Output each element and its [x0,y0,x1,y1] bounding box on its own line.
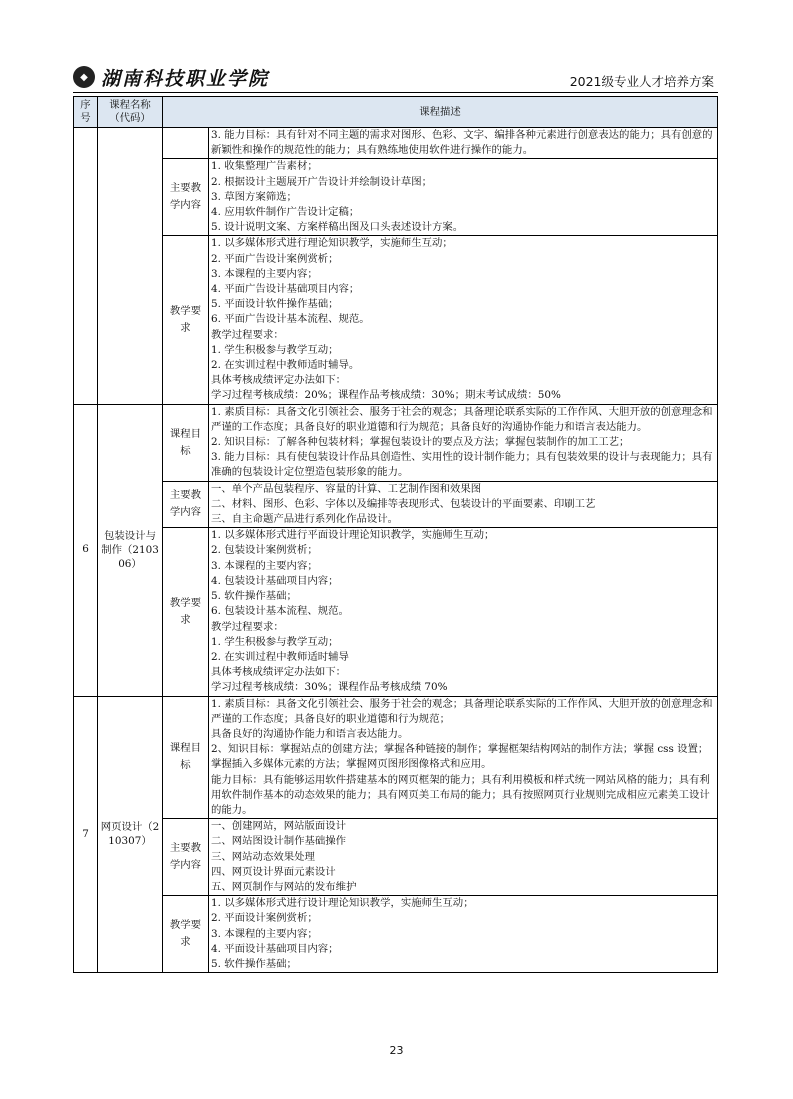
description-line: 具体考核成绩评定办法如下： [211,374,347,387]
description-line: 4. 包装设计基础项目内容； [211,574,339,587]
description-line: 三、网站动态效果处理 [211,850,315,863]
table-row [74,404,718,481]
document-title: 2021级专业人才培养方案 [569,74,714,89]
table-row [74,159,718,236]
description-line: 4. 应用软件制作广告设计定稿； [211,206,360,219]
description-line: 三、自主命题产品进行系列化作品设计。 [211,513,399,526]
description-line: 具体考核成绩评定办法如下： [211,666,347,679]
header-seq: 序号 [74,97,98,128]
description-line: 2. 根据设计主题展开广告设计并绘制设计草图； [211,175,433,188]
header-course: 课程名称（代码） [98,97,163,128]
description-line: 1. 素质目标：具备文化引领社会、服务于社会的观念；具备理论联系实际的工作作风、大胆开放的创意理念和严谨的工作态度；具备良好的职业道德和行为规范；具备良好的沟通协作能力和语言表达能力。 [211,405,713,433]
description-line: 4. 平面广告设计基础项目内容； [211,283,360,296]
description-line: 5. 软件操作基础； [211,590,297,603]
description-line: 2. 包装设计案例赏析； [211,544,318,557]
section-label: 主要教学内容 [163,481,209,528]
section-description [209,404,718,481]
description-line: 4. 平面设计基础项目内容； [211,942,339,955]
page-header [73,62,718,92]
description-line: 1. 学生积极参与教学互动； [211,635,339,648]
table-row [74,236,718,404]
section-label: 主要教学内容 [163,819,209,896]
description-line: 1. 以多媒体形式进行设计理论知识教学，实施师生互动； [211,897,474,910]
description-line: 教学过程要求： [211,328,284,341]
description-line: 能力目标：具有能够运用软件搭建基本的网页框架的能力；具有利用模板和样式统一网站风格的能力；具有利用软件制作基本的动态效果的能力；具有网页美工布局的能力；具有按照网页行业规则完成相应元素美工设计的能力。 [211,773,710,816]
description-line: 1. 以多媒体形式进行理论知识教学，实施师生互动； [211,237,453,250]
description-line: 1. 收集整理广告素材； [211,160,318,173]
description-line: 3. 能力目标：具有使包装设计作品具创造性、实用性的设计制作能力；具有包装效果的设计与表现能力；具有准确的包装设计定位塑造包装形象的能力。 [211,451,713,479]
table-row [74,896,718,973]
description-line: 5. 平面设计软件操作基础； [211,298,339,311]
section-label: 课程目标 [163,404,209,481]
page-number: 23 [389,1044,404,1057]
table-row [74,696,718,819]
row-course-name [98,128,163,405]
description-line: 3. 本课程的主要内容； [211,559,318,572]
description-line: 一、单个产品包装程序、容量的计算、工艺制作图和效果图 [211,482,482,495]
description-line: 3. 本课程的主要内容； [211,267,318,280]
description-line: 二、网站图设计制作基础操作 [211,835,347,848]
description-line: 二、材料、图形、色彩、字体以及编排等表现形式、包装设计的平面要素、印刷工艺 [211,497,596,510]
description-line: 3. 能力目标：具有针对不同主题的需求对图形、色彩、文字、编排各种元素进行创意表达的能力；具有创意的新颖性和操作的规范性的能力；具有熟练地使用软件进行操作的能力。 [211,129,713,157]
description-line: 1. 以多媒体形式进行平面设计理论知识教学，实施师生互动； [211,529,495,542]
description-line: 2. 平面广告设计案例赏析； [211,252,339,265]
section-description [209,128,718,159]
section-description [209,528,718,696]
section-label: 主要教学内容 [163,159,209,236]
section-label: 教学要求 [163,528,209,696]
row-seq: 7 [74,696,98,973]
section-description [209,236,718,404]
description-line: 五、网页制作与网站的发布维护 [211,880,357,893]
table-header-row [74,97,718,128]
table-row [74,528,718,696]
description-line: 2. 在实训过程中教师适时辅导。 [211,359,360,372]
description-line: 3. 草图方案筛选； [211,190,297,203]
description-line: 2. 平面设计案例赏析； [211,912,318,925]
description-line: 5. 设计说明文案、方案样稿出图及口头表述设计方案。 [211,221,464,234]
row-course-name: 包装设计与制作（210306） [98,404,163,696]
header-rule [73,92,718,93]
school-logo [73,64,269,90]
section-description [209,819,718,896]
description-line: 5. 软件操作基础； [211,957,297,970]
row-course-name: 网页设计（210307） [98,696,163,973]
section-label [163,128,209,159]
section-label: 课程目标 [163,696,209,819]
section-label: 教学要求 [163,896,209,973]
table-row [74,819,718,896]
section-description [209,481,718,528]
description-line: 学习过程考核成绩：30%；课程作品考核成绩 70% [211,681,448,694]
description-line: 3. 本课程的主要内容； [211,927,318,940]
section-label: 教学要求 [163,236,209,404]
description-line: 1. 素质目标：具备文化引领社会、服务于社会的观念；具备理论联系实际的工作作风、大胆开放的创意理念和严谨的工作态度；具备良好的职业道德和行为规范； [211,697,713,725]
header-desc: 课程描述 [163,97,718,128]
section-description [209,896,718,973]
school-seal-icon: ◆ [73,66,95,88]
table-row [74,481,718,528]
description-line: 2. 知识目标：了解各种包装材料；掌握包装设计的要点及方法；掌握包装制作的加工工艺； [211,436,630,449]
description-line: 2. 在实训过程中教师适时辅导 [211,650,349,663]
description-line: 6. 平面广告设计基本流程、规范。 [211,313,370,326]
section-description [209,159,718,236]
description-line: 6. 包装设计基本流程、规范。 [211,605,349,618]
row-seq [74,128,98,405]
row-seq: 6 [74,404,98,696]
description-line: 学习过程考核成绩：20%；课程作品考核成绩：30%；期末考试成绩：50% [211,389,561,402]
description-line: 教学过程要求： [211,620,284,633]
section-description [209,696,718,819]
description-line: 具备良好的沟通协作能力和语言表达能力。 [211,727,409,740]
school-name: 湖南科技职业学院 [101,67,270,90]
description-line: 一、创建网站，网站版面设计 [211,820,347,833]
course-table [73,96,718,973]
description-line: 四、网页设计界面元素设计 [211,865,336,878]
description-line: 2、知识目标：掌握站点的创建方法；掌握各种链接的制作；掌握框架结构网站的制作方法；掌握 css 设置；掌握插入多媒体元素的方法；掌握网页图形图像格式和应用。 [211,743,709,771]
table-row [74,128,718,159]
description-line: 1. 学生积极参与教学互动； [211,343,339,356]
